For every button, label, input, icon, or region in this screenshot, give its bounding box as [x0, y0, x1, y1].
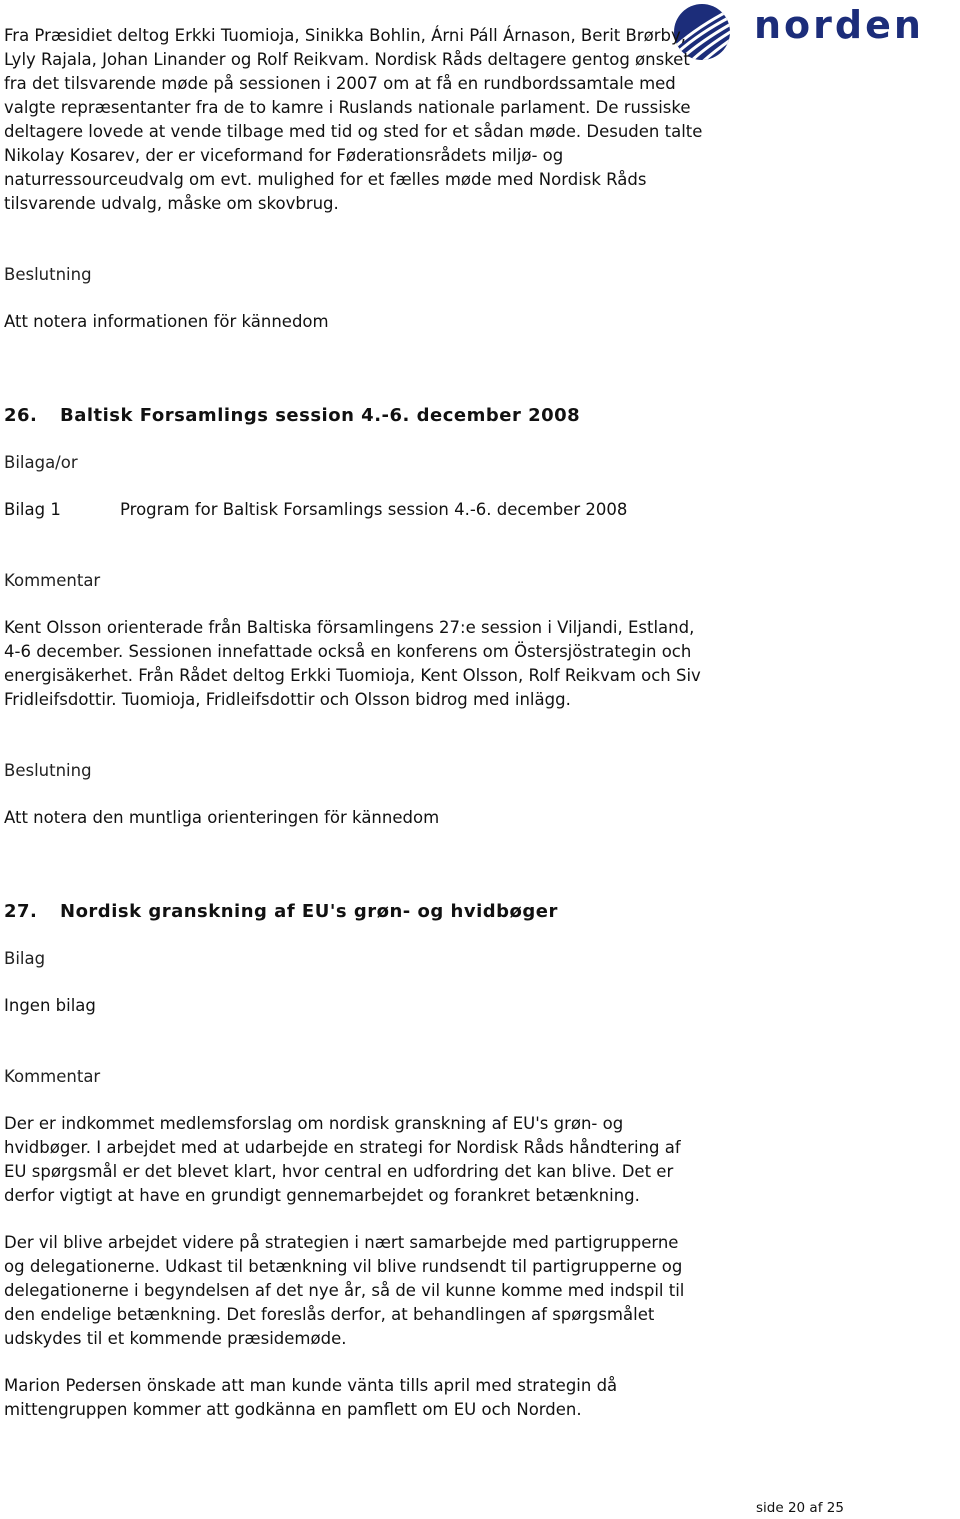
decision-text: Att notera den muntliga orienteringen för kännedom	[4, 808, 440, 827]
decision-label: Beslutning	[4, 761, 92, 780]
comment-paragraph-3: Marion Pedersen önskade att man kunde vänta tills april med strategin då mittengruppen kommer att godkänna en pamflett om EU och Norden.	[4, 1376, 618, 1419]
decision-text: Att notera informationen för kännedom	[4, 312, 329, 331]
attachments-label: Bilaga/or	[4, 453, 78, 472]
section-title: Baltisk Forsamlings session 4.-6. december 2008	[60, 405, 581, 426]
attachment-label: Bilag 1	[4, 500, 61, 519]
section-26-heading	[4, 404, 704, 428]
comment-label: Kommentar	[4, 571, 101, 590]
section-27-heading	[4, 900, 704, 924]
page-number: side 20 af 25	[756, 1500, 844, 1516]
section-number: 26.	[4, 405, 38, 426]
attachment-text: Program for Baltisk Forsamlings session 4.-6. december 2008	[120, 500, 628, 519]
comment-text: Kent Olsson orienterade från Baltiska församlingens 27:e session i Viljandi, Estland, 4-6 december. Sessionen innefattade också en konferens om Östersjöstrategin och energisäkerhet. Från Rådet deltog Erkki Tuomioja, Kent Olsson, Rolf Reikvam och Siv Fridleifsdottir. Tuomioja, Fridleifsdottir och Olsson bidrog med inlägg.	[4, 618, 701, 709]
attachment-row	[4, 498, 704, 522]
norden-logo	[672, 2, 960, 66]
attachments-label: Bilag	[4, 949, 46, 968]
comment-paragraph-1: Der er indkommet medlemsforslag om nordisk granskning af EU's grøn- og hvidbøger. I arbejdet med at udarbejde en strategi for Nordisk Råds håndtering af EU spørgsmål er det blevet klart, hvor central en udfordring det kan blive. Det er derfor vigtigt at have en grundigt gennemarbejdet og forankret betænkning.	[4, 1114, 681, 1205]
norden-wordmark: norden	[754, 3, 924, 47]
intro-paragraph: Fra Præsidiet deltog Erkki Tuomioja, Sinikka Bohlin, Árni Páll Árnason, Berit Brørby, Lyly Rajala, Johan Linander og Rolf Reikvam. Nordisk Råds deltagere gentog ønsket fra det tilsvarende møde på sessionen i 2007 om at få en rundbordssamtale med valgte repræsentanter fra de to kamre i Ruslands nationale parlament. De russiske deltagere lovede at vende tilbage med tid og sted for et sådan møde. Desuden talte Nikolay Kosarev, der er viceformand for Føderationsrådets miljø- og naturressourceudvalg om evt. mulighed for et fælles møde med Nordisk Råds tilsvarende udvalg, måske om skovbrug.	[4, 26, 703, 213]
section-number: 27.	[4, 901, 38, 922]
comment-label: Kommentar	[4, 1067, 101, 1086]
comment-paragraph-2: Der vil blive arbejdet videre på strategien i nært samarbejde med partigrupperne og delegationerne. Udkast til betænkning vil blive rundsendt til partigrupperne og delegationerne i begyndelsen af det nye år, så de vil kunne komme med indspil til den endelige betænkning. Det foreslås derfor, at behandlingen af spørgsmålet udskydes til et kommende præsidemøde.	[4, 1233, 685, 1348]
document-body	[4, 24, 704, 1422]
attachments-text: Ingen bilag	[4, 996, 96, 1015]
decision-label: Beslutning	[4, 265, 92, 284]
section-title: Nordisk granskning af EU's grøn- og hvidbøger	[60, 901, 558, 922]
